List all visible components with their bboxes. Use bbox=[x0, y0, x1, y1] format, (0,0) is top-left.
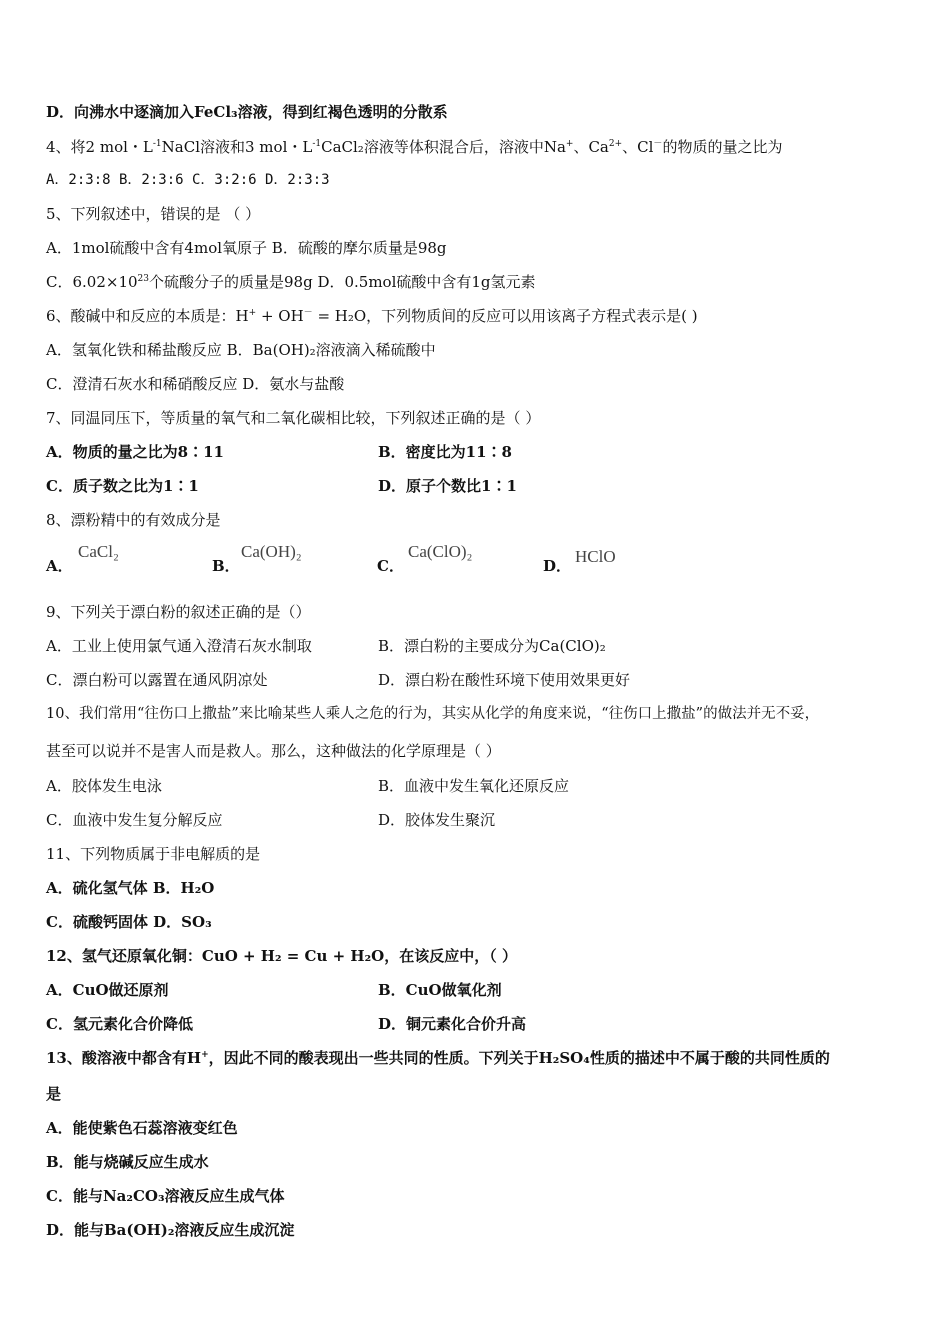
question-10-cont: 甚至可以说并不是害人而是救人。那么，这种做法的化学原理是（ ） bbox=[46, 742, 501, 760]
question-12-option-c: C．氢元素化合价降低 bbox=[46, 1015, 193, 1033]
question-10-option-b: B．血液中发生氧化还原反应 bbox=[378, 777, 570, 795]
question-13-option-d: D．能与Ba(OH)₂溶液反应生成沉淀 bbox=[46, 1221, 295, 1239]
question-5: 5、下列叙述中，错误的是 （ ） bbox=[46, 205, 261, 223]
question-11-options-ab: A．硫化氢气体 B．H₂O bbox=[46, 879, 215, 897]
question-7-option-a: A．物质的量之比为8∶11 bbox=[46, 443, 224, 461]
question-4: 4、将2 mol・$L^{-1}NaCl$溶液和3 mol・$L^{-1}CaCl_2$溶液等体积混合后，溶液中Na+、$Ca^{2+}$、Cl－的物质的量之比为 bbox=[46, 138, 783, 156]
question-7-option-b: B．密度比为11∶8 bbox=[378, 443, 512, 461]
question-11-options-cd: C．硫酸钙固体 D．SO₃ bbox=[46, 913, 212, 931]
question-9-option-b: B．漂白粉的主要成分为Ca(ClO)₂ bbox=[378, 637, 606, 655]
question-8-option-a: A． bbox=[46, 557, 73, 575]
question-6-options-ab: A．氢氧化铁和稀盐酸反应 B．Ba(OH)₂溶液滴入稀硫酸中 bbox=[46, 341, 436, 359]
formula-a: CaCl₂ bbox=[78, 542, 119, 561]
question-12-option-d: D．铜元素化合价升高 bbox=[378, 1015, 527, 1033]
formula-b: Ca(OH)₂ bbox=[241, 542, 302, 561]
question-12: 12、氢气还原氧化铜：CuO + H₂ = Cu + H₂O，在该反应中，（ ） bbox=[46, 947, 517, 965]
question-13-cont: 是 bbox=[46, 1085, 62, 1103]
question-7: 7、同温同压下，等质量的氧气和二氧化碳相比较，下列叙述正确的是（ ） bbox=[46, 409, 541, 427]
question-4-options: A．2:3:8 B．2:3:6 C．3:2:6 D．2:3:3 bbox=[46, 172, 330, 188]
question-11: 11、下列物质属于非电解质的是 bbox=[46, 845, 261, 863]
question-13-option-b: B．能与烧碱反应生成水 bbox=[46, 1153, 209, 1171]
formula-c: Ca(ClO)₂ bbox=[408, 542, 473, 561]
option-d-line: D．向沸水中逐滴加入FeCl₃溶液，得到红褐色透明的分散系 bbox=[46, 103, 448, 121]
question-12-option-b: B．CuO做氧化剂 bbox=[378, 981, 502, 999]
question-7-option-c: C．质子数之比为1∶1 bbox=[46, 477, 199, 495]
question-7-option-d: D．原子个数比1∶1 bbox=[378, 477, 517, 495]
question-13-option-a: A．能使紫色石蕊溶液变红色 bbox=[46, 1119, 238, 1137]
formula-d: HClO bbox=[575, 547, 616, 566]
question-10: 10、我们常用“往伤口上撒盐”来比喻某些人乘人之危的行为，其实从化学的角度来说，“往伤口上撒盐”的做法并无不妥， bbox=[46, 706, 820, 722]
question-9-option-d: D．漂白粉在酸性环境下使用效果更好 bbox=[378, 671, 631, 689]
question-8: 8、漂粉精中的有效成分是 bbox=[46, 511, 221, 529]
question-5-options-cd: C．$6.02\times 10^{23}$个硫酸分子的质量是98g D．0.5mol硫酸中含有1g氢元素 bbox=[46, 273, 536, 291]
question-6: 6、酸碱中和反应的本质是：H+ + OH－ = H₂O，下列物质间的反应可以用该离子方程式表示是( ) bbox=[46, 307, 698, 325]
question-12-option-a: A．CuO做还原剂 bbox=[46, 981, 169, 999]
question-13: 13、酸溶液中都含有H+，因此不同的酸表现出一些共同的性质。下列关于H₂SO₄性质的描述中不属于酸的共同性质的 bbox=[46, 1049, 830, 1067]
question-9-option-a: A．工业上使用氯气通入澄清石灰水制取 bbox=[46, 637, 312, 655]
question-8-option-d: D． bbox=[543, 557, 572, 575]
question-10-option-a: A．胶体发生电泳 bbox=[46, 777, 162, 795]
question-8-option-b: B． bbox=[212, 557, 240, 575]
question-8-option-c: C． bbox=[377, 557, 404, 575]
question-6-options-cd: C．澄清石灰水和稀硝酸反应 D．氨水与盐酸 bbox=[46, 375, 345, 393]
question-10-option-c: C．血液中发生复分解反应 bbox=[46, 811, 223, 829]
question-9-option-c: C．漂白粉可以露置在通风阴凉处 bbox=[46, 671, 268, 689]
question-10-option-d: D．胶体发生聚沉 bbox=[378, 811, 496, 829]
question-13-option-c: C．能与Na₂CO₃溶液反应生成气体 bbox=[46, 1187, 285, 1205]
question-9: 9、下列关于漂白粉的叙述正确的是（） bbox=[46, 603, 311, 621]
question-5-options-ab: A．1mol硫酸中含有4mol氧原子 B．硫酸的摩尔质量是98g bbox=[46, 239, 447, 257]
